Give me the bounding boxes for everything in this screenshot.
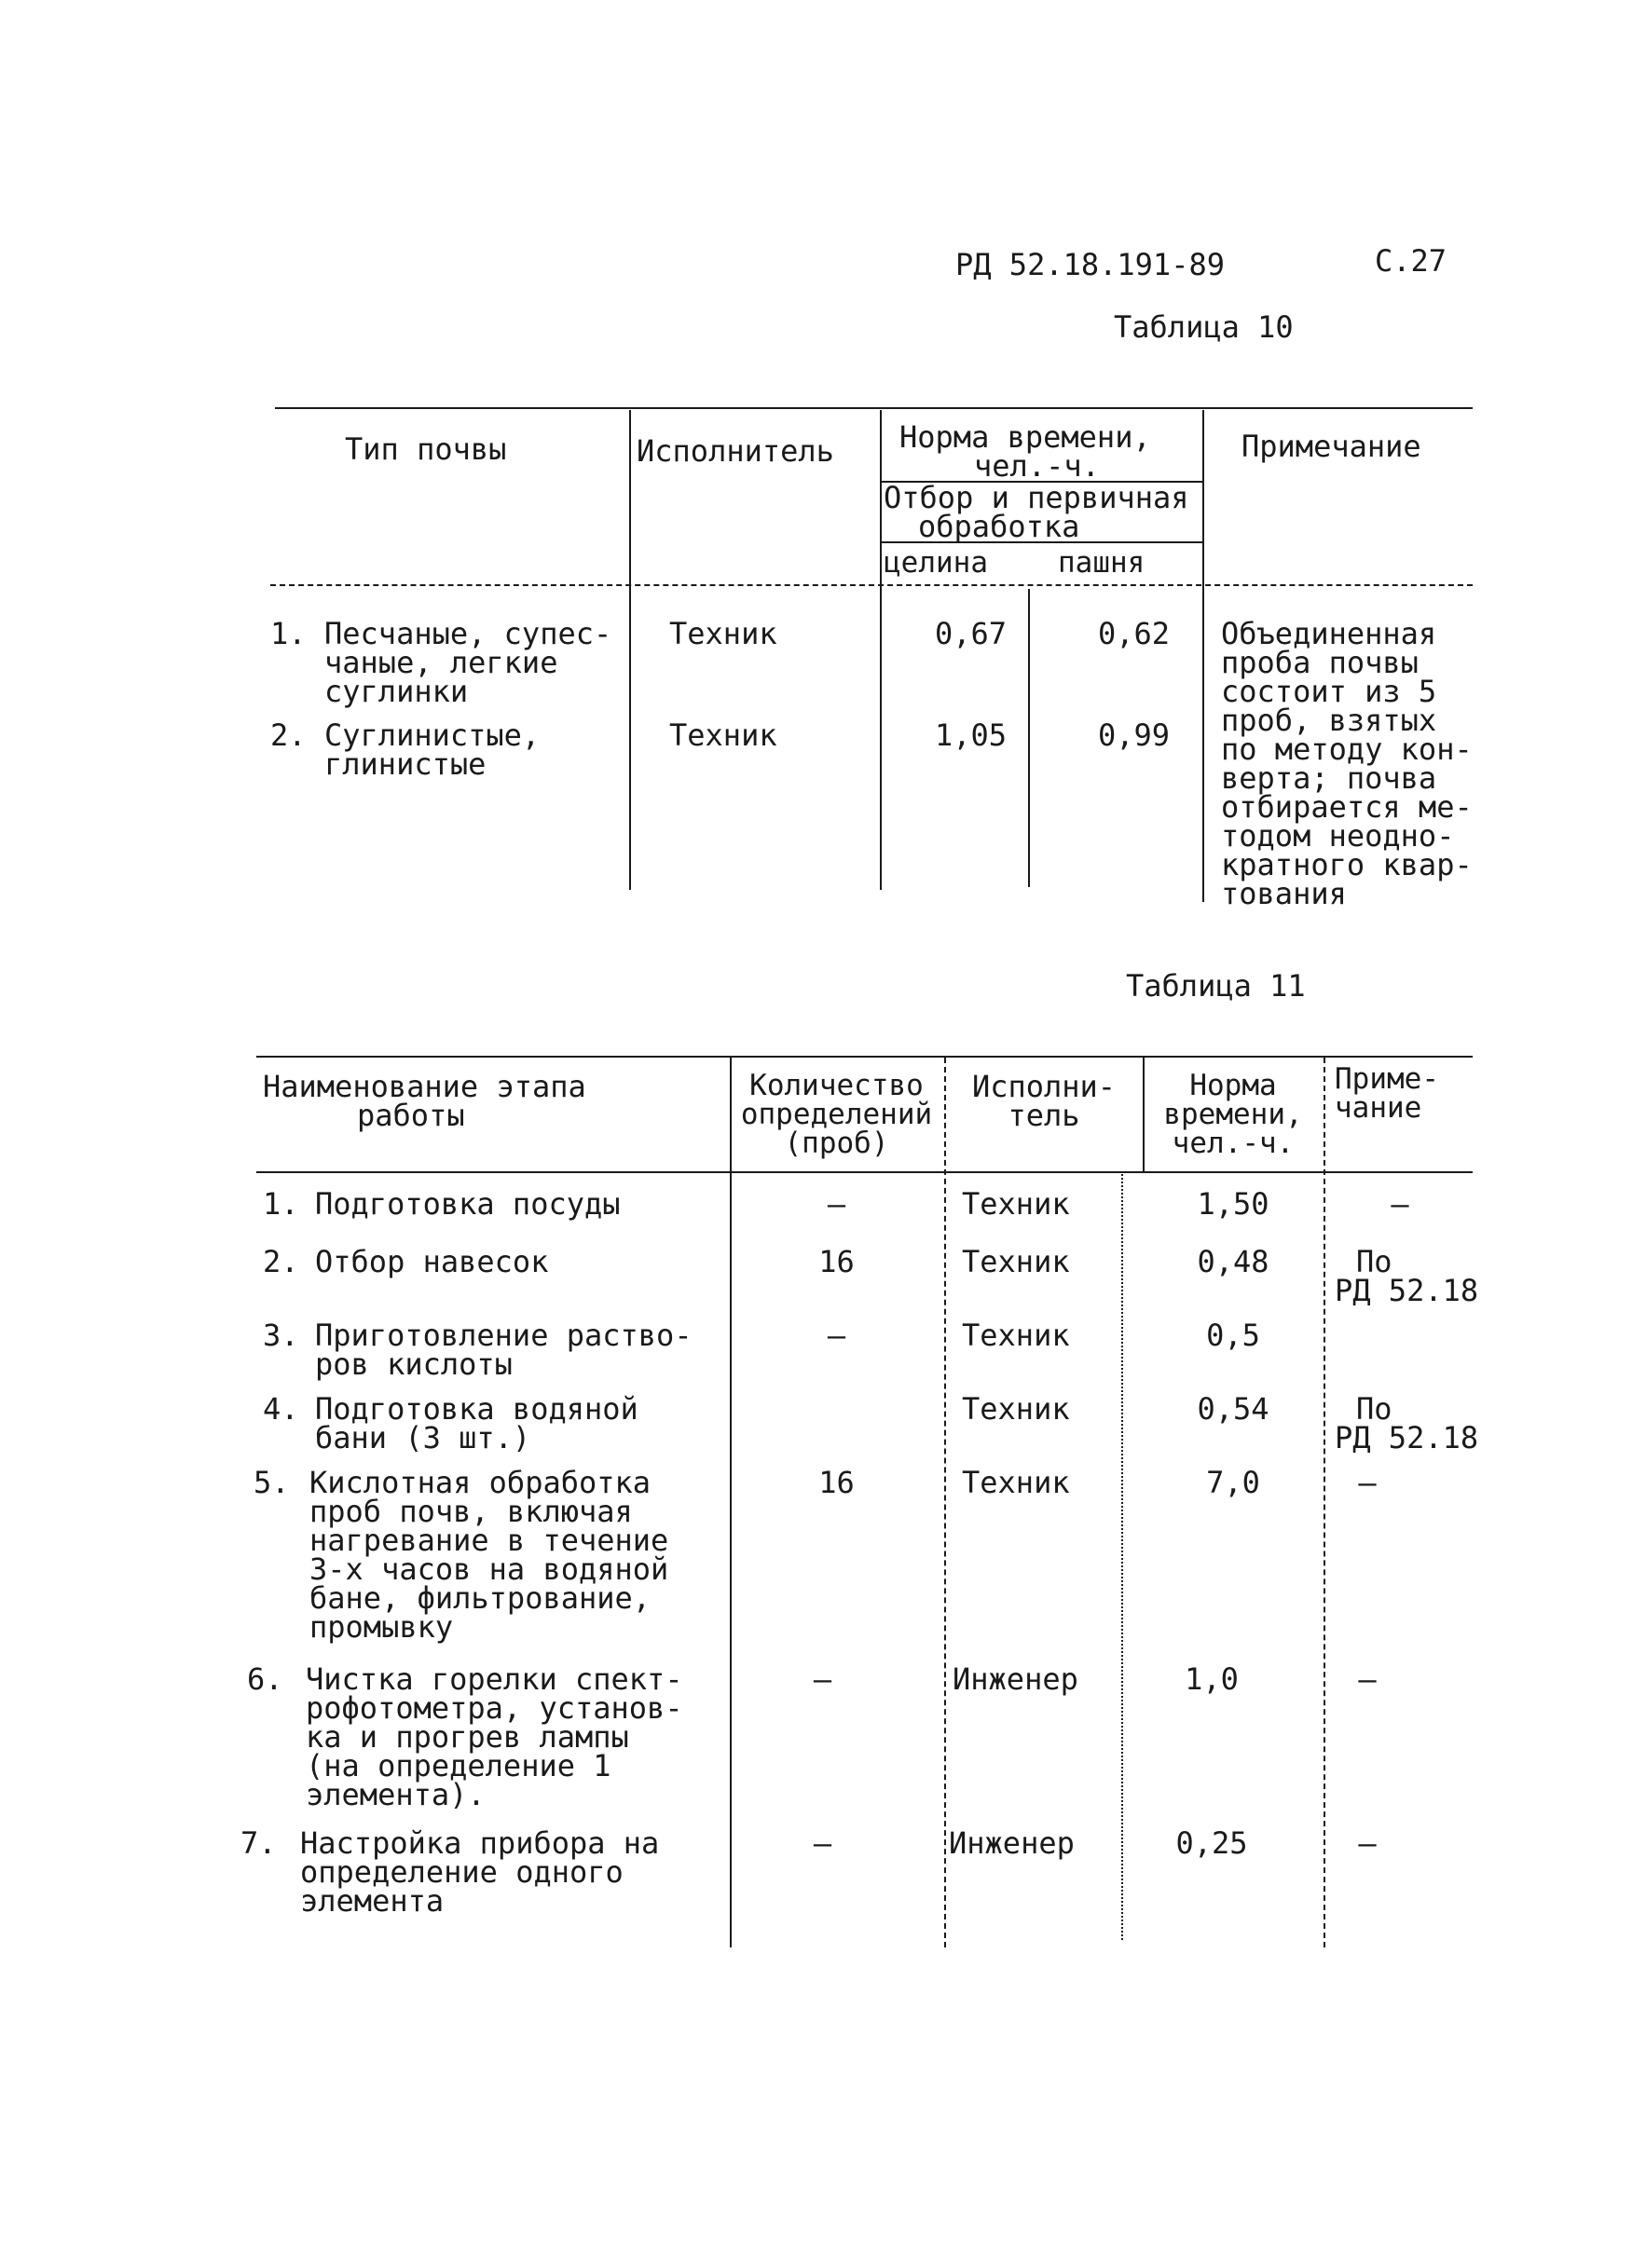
table-10-header-rule bbox=[270, 584, 1473, 586]
table-10-header-performer: Исполнитель bbox=[637, 433, 834, 469]
table-10-title: Таблица 10 bbox=[1114, 309, 1294, 345]
note-line: Объединенная bbox=[1221, 616, 1437, 651]
count-cell: 16 bbox=[818, 1244, 855, 1279]
stage-line: элемента bbox=[300, 1883, 445, 1919]
note-line: РД 52.18 bbox=[1335, 1273, 1479, 1308]
stage-line: проб почв, включая bbox=[309, 1494, 633, 1529]
table-11-top-rule bbox=[256, 1056, 1473, 1058]
table-10-header-norm-line2: чел.-ч. bbox=[974, 448, 1100, 484]
note-line: По bbox=[1356, 1244, 1392, 1279]
document-code: РД 52.18.191-89 bbox=[955, 247, 1225, 282]
row-number: 7. bbox=[240, 1825, 277, 1861]
table-11-header-count-line1: Количество bbox=[749, 1069, 924, 1102]
soil-type-line: глинистые bbox=[324, 746, 487, 782]
note-cell: – bbox=[1358, 1825, 1377, 1861]
performer-cell: Техник bbox=[669, 616, 777, 651]
table-10-col-divider-3 bbox=[1028, 589, 1030, 887]
row-number: 2. bbox=[270, 717, 307, 753]
count-cell: 16 bbox=[818, 1465, 855, 1500]
norm-cell: 7,0 bbox=[1206, 1465, 1260, 1500]
norm-cell: 1,50 bbox=[1197, 1186, 1269, 1222]
table-11-header-stage-line2: работы bbox=[357, 1098, 465, 1133]
stage-line: 3-х часов на водяной bbox=[309, 1551, 669, 1587]
stage-line: Чистка горелки спект- bbox=[306, 1661, 683, 1697]
arable-value: 0,99 bbox=[1097, 717, 1170, 753]
table-11-header-norm-line3: чел.-ч. bbox=[1172, 1127, 1295, 1160]
table-11-header-performer-line2: тель bbox=[1008, 1098, 1080, 1133]
note-line: состоит из 5 bbox=[1221, 674, 1437, 709]
table-10-header-arable: пашня bbox=[1058, 546, 1145, 580]
stage-line: Подготовка водяной bbox=[315, 1391, 638, 1427]
stage-line: Настройка прибора на bbox=[300, 1825, 660, 1861]
row-number: 5. bbox=[254, 1465, 290, 1500]
table-10-header-note: Примечание bbox=[1241, 429, 1421, 464]
note-cell: – bbox=[1391, 1186, 1409, 1222]
stage-line: Приготовление раство- bbox=[315, 1318, 693, 1353]
performer-cell: Техник bbox=[962, 1244, 1070, 1279]
norm-cell: 0,54 bbox=[1197, 1391, 1269, 1427]
note-line: кратного квар- bbox=[1221, 847, 1473, 882]
stage-line: рофотометра, установ- bbox=[306, 1690, 683, 1726]
table-10-header-norm-line1: Норма времени, bbox=[899, 419, 1151, 455]
stage-line: Подготовка посуды bbox=[315, 1186, 621, 1222]
arable-value: 0,62 bbox=[1097, 616, 1170, 651]
performer-cell: Техник bbox=[669, 717, 777, 753]
norm-cell: 0,48 bbox=[1197, 1244, 1269, 1279]
table-10-header-sampling-line2: обработка bbox=[918, 509, 1080, 544]
table-11-header-rule bbox=[256, 1171, 1473, 1173]
row-number: 6. bbox=[247, 1661, 283, 1697]
note-line: тования bbox=[1221, 876, 1347, 911]
row-number: 3. bbox=[263, 1318, 299, 1353]
note-line: проб, взятых bbox=[1221, 703, 1437, 738]
stage-line: бани (3 шт.) bbox=[315, 1420, 531, 1455]
count-cell: – bbox=[827, 1318, 846, 1353]
table-11-title: Таблица 11 bbox=[1126, 968, 1306, 1004]
count-cell: – bbox=[813, 1661, 832, 1697]
stage-line: нагревание в течение bbox=[309, 1523, 669, 1558]
note-cell: – bbox=[1358, 1661, 1377, 1697]
performer-cell: Техник bbox=[962, 1318, 1070, 1353]
stage-line: Кислотная обработка bbox=[309, 1465, 652, 1500]
performer-cell: Техник bbox=[962, 1465, 1070, 1500]
row-number: 1. bbox=[263, 1186, 299, 1222]
norm-cell: 1,0 bbox=[1185, 1661, 1239, 1697]
table-11-header-note-line1: Приме- bbox=[1335, 1062, 1439, 1096]
stage-line: Отбор навесок bbox=[315, 1244, 549, 1279]
soil-type-line: Суглинистые, bbox=[324, 717, 541, 753]
note-cell: – bbox=[1358, 1465, 1377, 1500]
table-10-col-divider-2 bbox=[880, 410, 882, 890]
stage-line: определение одного bbox=[300, 1854, 624, 1890]
note-line: отбирается ме- bbox=[1221, 789, 1473, 825]
table-10-col-divider-4 bbox=[1202, 410, 1204, 902]
row-number: 2. bbox=[263, 1244, 299, 1279]
table-10-col-divider-1 bbox=[629, 410, 631, 890]
count-cell: – bbox=[827, 1186, 846, 1222]
table-11-header-norm-line1: Норма bbox=[1189, 1069, 1277, 1102]
table-11-header-note-line2: чание bbox=[1335, 1091, 1422, 1125]
stage-line: бане, фильтрование, bbox=[309, 1580, 652, 1616]
table-11-col-divider-2 bbox=[944, 1058, 946, 1947]
table-11-header-performer-line1: Исполни- bbox=[971, 1069, 1117, 1104]
table-10-header-virgin: целина bbox=[884, 546, 988, 580]
count-cell: – bbox=[813, 1825, 832, 1861]
table-11-col-divider-3-body bbox=[1121, 1171, 1123, 1940]
table-10-header-sampling-line1: Отбор и первичная bbox=[884, 480, 1189, 515]
soil-type-line: суглинки bbox=[324, 674, 469, 709]
row-number: 4. bbox=[263, 1391, 299, 1427]
note-line: РД 52.18 bbox=[1335, 1420, 1479, 1455]
performer-cell: Техник bbox=[962, 1186, 1070, 1222]
note-line: По bbox=[1356, 1391, 1392, 1427]
note-line: тодом неодно- bbox=[1221, 818, 1455, 854]
table-11-header-norm-line2: времени, bbox=[1163, 1098, 1303, 1131]
row-number: 1. bbox=[270, 616, 307, 651]
page-number: С.27 bbox=[1375, 243, 1447, 279]
stage-line: ров кислоты bbox=[315, 1346, 513, 1382]
stage-line: элемента). bbox=[306, 1777, 486, 1812]
table-10-header-soil-type: Тип почвы bbox=[345, 431, 507, 467]
note-line: верта; почва bbox=[1221, 760, 1437, 796]
virgin-value: 1,05 bbox=[934, 717, 1007, 753]
performer-cell: Инженер bbox=[949, 1825, 1075, 1861]
note-line: по методу кон- bbox=[1221, 731, 1473, 767]
norm-cell: 0,5 bbox=[1206, 1318, 1260, 1353]
soil-type-line: Песчаные, супес- bbox=[324, 616, 612, 651]
soil-type-line: чаные, легкие bbox=[324, 645, 558, 680]
virgin-value: 0,67 bbox=[934, 616, 1007, 651]
table-10-top-rule bbox=[275, 407, 1473, 409]
table-11-header-count-line3: (проб) bbox=[784, 1127, 889, 1160]
note-line: проба почвы bbox=[1221, 645, 1419, 680]
stage-line: промывку bbox=[309, 1609, 454, 1645]
stage-line: ка и прогрев лампы bbox=[306, 1719, 629, 1755]
stage-line: (на определение 1 bbox=[306, 1748, 611, 1783]
table-11-header-count-line2: определений bbox=[740, 1098, 933, 1131]
norm-cell: 0,25 bbox=[1175, 1825, 1248, 1861]
table-11-header-stage-line1: Наименование этапа bbox=[263, 1069, 586, 1104]
performer-cell: Инженер bbox=[953, 1661, 1078, 1697]
performer-cell: Техник bbox=[962, 1391, 1070, 1427]
